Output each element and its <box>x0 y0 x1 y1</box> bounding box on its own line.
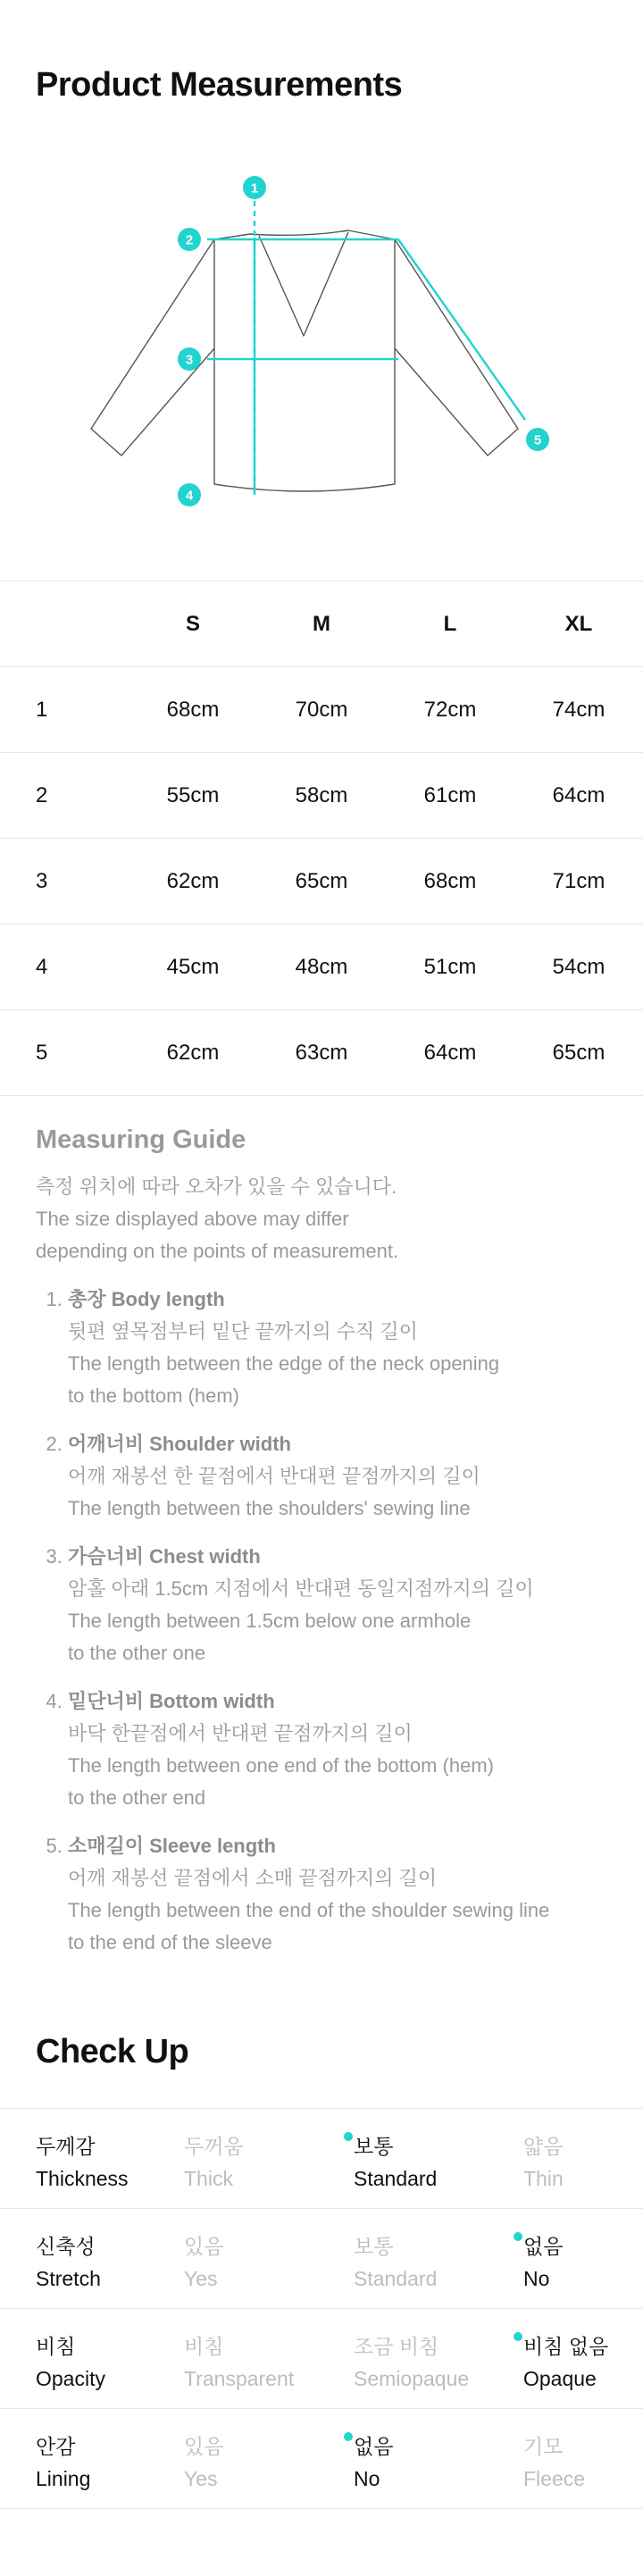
marker-4-icon <box>178 483 201 506</box>
guide-list <box>36 1284 625 1959</box>
size-header-blank <box>0 581 129 667</box>
checkup-table <box>0 2108 643 2509</box>
garment-neckline <box>259 232 348 336</box>
guide-item-line: The length between the end of the shoulder sewing line <box>68 1899 550 1921</box>
table-cell: 58cm <box>257 753 386 839</box>
checkup-title: Check Up <box>36 2033 189 2070</box>
table-row <box>0 667 643 753</box>
table-cell: 45cm <box>129 924 257 1010</box>
checkup-option-selected: 없음 No <box>354 2430 393 2495</box>
guide-item-line: to the other one <box>68 1642 206 1664</box>
guide-intro-line: The size displayed above may differ <box>36 1208 349 1230</box>
guide-item-title: 3. 가슴너비 Chest width <box>68 1545 261 1568</box>
table-cell: 72cm <box>386 667 514 753</box>
checkup-option: 비침 Transparent <box>184 2335 295 2390</box>
table-cell: 74cm <box>514 667 643 753</box>
guide-item-title: 2. 어깨너비 Shoulder width <box>68 1433 291 1455</box>
guide-item-line: 어깨 재봉선 한 끝점에서 반대편 끝점까지의 길이 <box>68 1465 480 1487</box>
guide-title: Measuring Guide <box>36 1125 246 1154</box>
checkup-option: 얇음 Thin <box>523 2135 564 2190</box>
size-header-s: S <box>129 581 257 667</box>
table-row <box>0 839 643 924</box>
checkup-row-opacity <box>0 2308 643 2408</box>
row-label: 2 <box>0 753 129 839</box>
table-cell: 64cm <box>386 1010 514 1096</box>
checkup-row-lining <box>0 2408 643 2509</box>
measuring-guide <box>36 1125 625 1975</box>
guide-item-title: 4. 밑단너비 Bottom width <box>68 1690 275 1712</box>
guide-item-bottom-width <box>68 1685 625 1814</box>
size-table <box>0 581 643 1096</box>
guide-item-line: 바닥 한끝점에서 반대편 끝점까지의 길이 <box>68 1722 413 1744</box>
size-header-l: L <box>386 581 514 667</box>
row-label: 4 <box>0 924 129 1010</box>
marker-4-label: 4 <box>185 488 194 504</box>
checkup-label: 안감 Lining <box>36 2435 91 2490</box>
guide-item-body-length <box>68 1284 625 1412</box>
guide-item-line: to the bottom (hem) <box>68 1384 239 1407</box>
marker-1-icon <box>243 176 266 199</box>
table-cell: 63cm <box>257 1010 386 1096</box>
selected-dot-icon <box>344 2132 353 2141</box>
guide-item-line: to the other end <box>68 1786 206 1809</box>
table-cell: 65cm <box>514 1010 643 1096</box>
selected-dot-icon <box>514 2332 522 2341</box>
size-header-m: M <box>257 581 386 667</box>
checkup-option: 보통 Standard <box>354 2235 438 2290</box>
checkup-option: 조금 비침 Semiopaque <box>354 2335 470 2390</box>
row-label: 5 <box>0 1010 129 1096</box>
selected-dot-icon <box>514 2232 522 2241</box>
garment-right-sleeve <box>395 239 518 456</box>
guide-item-line: The length between the edge of the neck opening <box>68 1352 500 1375</box>
table-cell: 70cm <box>257 667 386 753</box>
size-header-row <box>0 581 643 667</box>
guide-item-line: The length between one end of the bottom (hem) <box>68 1754 494 1777</box>
guide-intro <box>36 1171 625 1267</box>
guide-intro-line: 측정 위치에 따라 오차가 있을 수 있습니다. <box>36 1175 397 1198</box>
table-cell: 68cm <box>129 667 257 753</box>
guide-item-line: 어깨 재봉선 끝점에서 소매 끝점까지의 길이 <box>68 1867 438 1889</box>
table-cell: 48cm <box>257 924 386 1010</box>
marker-2-label: 2 <box>185 232 194 248</box>
guide-item-chest-width <box>68 1541 625 1669</box>
checkup-option: 있음 Yes <box>184 2235 224 2290</box>
table-cell: 62cm <box>129 839 257 924</box>
guide-item-line: 뒷편 옆목점부터 밑단 끝까지의 수직 길이 <box>68 1320 418 1342</box>
measure-line-sleeve <box>398 239 525 420</box>
guide-item-shoulder-width <box>68 1428 625 1525</box>
guide-item-sleeve-length <box>68 1830 625 1959</box>
table-cell: 55cm <box>129 753 257 839</box>
guide-item-line: The length between 1.5cm below one armhole <box>68 1610 472 1632</box>
guide-intro-line: depending on the points of measurement. <box>36 1240 399 1262</box>
marker-1-label: 1 <box>250 180 259 197</box>
garment-left-sleeve <box>91 239 214 456</box>
checkup-row-thickness <box>0 2108 643 2208</box>
checkup-label: 비침 Opacity <box>36 2335 105 2390</box>
guide-item-title: 5. 소매길이 Sleeve length <box>68 1835 276 1857</box>
guide-item-title: 1. 총장 Body length <box>68 1288 225 1310</box>
checkup-option-selected: 비침 없음 Opaque <box>523 2330 608 2395</box>
marker-5-icon <box>526 428 549 451</box>
checkup-label: 두께감 Thickness <box>36 2135 129 2190</box>
row-label: 3 <box>0 839 129 924</box>
guide-item-line: 암홀 아래 1.5cm 지점에서 반대편 동일지점까지의 길이 <box>68 1577 534 1600</box>
guide-item-line: to the end of the sleeve <box>68 1931 272 1953</box>
table-cell: 64cm <box>514 753 643 839</box>
guide-item-line: The length between the shoulders' sewing line <box>68 1497 471 1519</box>
table-cell: 65cm <box>257 839 386 924</box>
table-cell: 62cm <box>129 1010 257 1096</box>
checkup-option-selected: 보통 Standard <box>354 2130 437 2195</box>
checkup-option: 있음 Yes <box>184 2435 224 2490</box>
checkup-option-selected: 없음 No <box>523 2230 563 2295</box>
table-row <box>0 1010 643 1096</box>
selected-dot-icon <box>344 2432 353 2441</box>
table-cell: 61cm <box>386 753 514 839</box>
garment-outline <box>214 230 395 491</box>
marker-3-icon <box>178 347 201 371</box>
table-cell: 68cm <box>386 839 514 924</box>
row-label: 1 <box>0 667 129 753</box>
checkup-row-stretch <box>0 2208 643 2308</box>
table-row <box>0 924 643 1010</box>
table-cell: 51cm <box>386 924 514 1010</box>
measurements-title: Product Measurements <box>36 66 403 104</box>
marker-3-label: 3 <box>185 352 194 368</box>
marker-2-icon <box>178 228 201 251</box>
checkup-label: 신축성 Stretch <box>36 2235 101 2290</box>
size-header-xl: XL <box>514 581 643 667</box>
marker-5-label: 5 <box>533 432 542 448</box>
table-cell: 54cm <box>514 924 643 1010</box>
checkup-option: 두꺼움 Thick <box>184 2135 244 2190</box>
checkup-option: 기모 Fleece <box>523 2435 586 2490</box>
garment-diagram <box>0 161 643 518</box>
table-row <box>0 753 643 839</box>
table-cell: 71cm <box>514 839 643 924</box>
